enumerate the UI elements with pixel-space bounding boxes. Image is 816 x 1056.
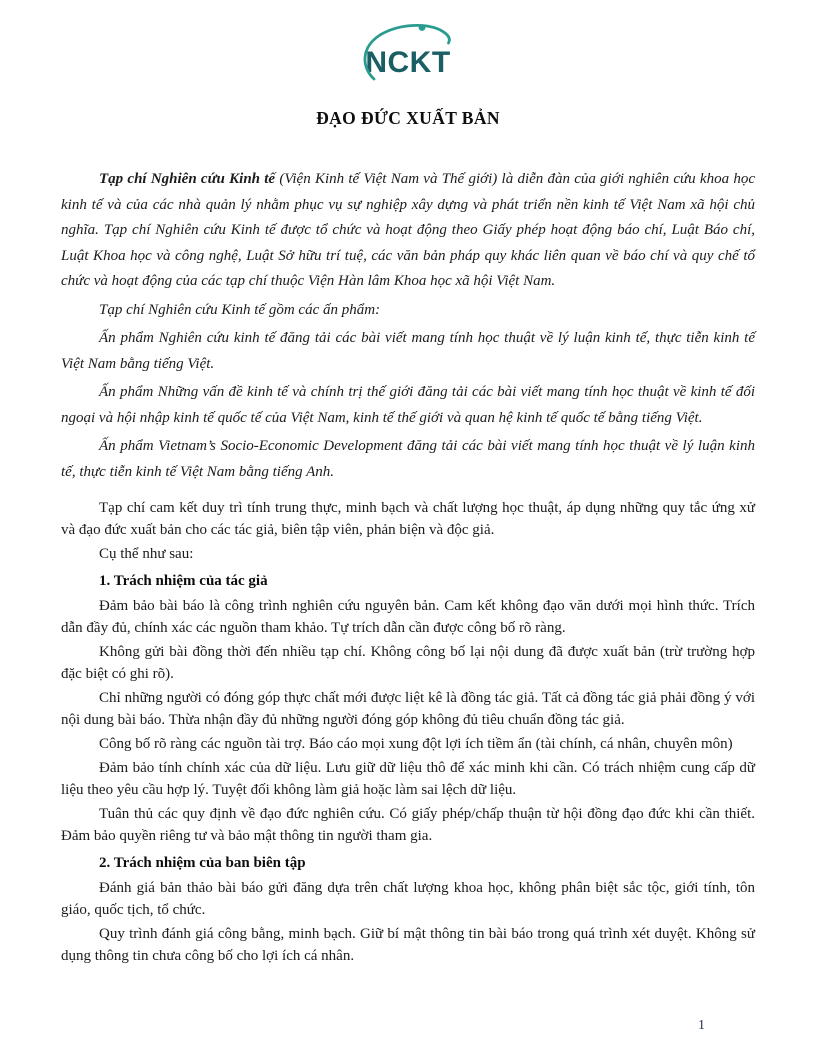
lead-in-paragraph: Cụ thể như sau: (99, 546, 194, 562)
page-title: ĐẠO ĐỨC XUẤT BẢN (316, 108, 500, 128)
journal-logo (61, 20, 755, 82)
page-number: 1 (698, 1018, 705, 1033)
intro-paragraph-about-text: (Viện Kinh tế Việt Nam và Thế giới) là diễn đàn của giới nghiên cứu khoa học kinh tế và của các nhà quản lý nhằm phục vụ sự nghiệp xây dựng và phát triển nền kinh tế Việt Nam xã hội chủ nghĩa. Tạp chí Nghiên cứu Kinh tế được tổ chức và hoạt động theo Giấy phép hoạt động báo chí, Luật Báo chí, Luật Khoa học và công nghệ, Luật Sở hữu trí tuệ, các văn bản pháp quy khác liên quan về báo chí và quy chế tổ chức và hoạt động của các tạp chí thuộc Viện Hàn lâm Khoa học xã hội Việt Nam. (61, 171, 755, 289)
editorial-paragraph-1: Đánh giá bản thảo bài báo gửi đăng dựa trên chất lượng khoa học, không phân biệt sắc tộc, giới tính, tôn giáo, quốc tịch, tổ chức. (61, 880, 755, 918)
authors-paragraph-2: Không gửi bài đồng thời đến nhiều tạp chí. Không công bố lại nội dung đã được xuất bản (trừ trường hợp đặc biệt có ghi rõ). (61, 644, 755, 682)
intro-paragraph-publication-1: Ấn phẩm Nghiên cứu kinh tế đăng tải các bài viết mang tính học thuật về lý luận kinh tế, thực tiễn kinh tế Việt Nam bằng tiếng Việt. (61, 330, 755, 372)
section-heading-editorial-board: 2. Trách nhiệm của ban biên tập (99, 855, 306, 871)
intro-paragraph-publications-lead: Tạp chí Nghiên cứu Kinh tế gồm các ấn phẩm: (99, 301, 381, 318)
journal-name: Tạp chí Nghiên cứu Kinh tế (99, 171, 276, 187)
intro-paragraph-about (61, 167, 755, 295)
authors-paragraph-4: Công bố rõ ràng các nguồn tài trợ. Báo cáo mọi xung đột lợi ích tiềm ẩn (tài chính, cá nhân, chuyên môn) (99, 736, 733, 752)
authors-paragraph-5: Đảm bảo tính chính xác của dữ liệu. Lưu giữ dữ liệu thô để xác minh khi cần. Có trách nhiệm cung cấp dữ liệu theo yêu cầu hợp lý. Tuyệt đối không làm giả hoặc làm sai lệch dữ liệu. (61, 760, 755, 798)
journal-intro-section (61, 167, 755, 485)
authors-paragraph-1: Đảm bảo bài báo là công trình nghiên cứu nguyên bản. Cam kết không đạo văn dưới mọi hình thức. Trích dẫn đầy đủ, chính xác các nguồn tham khảo. Tự trích dẫn cần được công bố rõ ràng. (61, 598, 755, 636)
commitment-paragraph: Tạp chí cam kết duy trì tính trung thực, minh bạch và chất lượng học thuật, áp dụng những quy tắc ứng xử và đạo đức xuất bản cho các tác giả, biên tập viên, phản biện và độc giả. (61, 500, 755, 538)
intro-paragraph-publication-2: Ấn phẩm Những vấn đề kinh tế và chính trị thế giới đăng tải các bài viết mang tính học thuật về kinh tế đối ngoại và hội nhập kinh tế quốc tế của Việt Nam, kinh tế thế giới và quan hệ kinh tế quốc tế bằng tiếng Việt. (61, 384, 755, 426)
authors-paragraph-3: Chỉ những người có đóng góp thực chất mới được liệt kê là đồng tác giả. Tất cả đồng tác giả phải đồng ý với nội dung bài báo. Thừa nhận đầy đủ những người đóng góp không đủ tiêu chuẩn đồng tác giả. (61, 690, 755, 728)
logo-text: NCKT (365, 46, 451, 79)
editorial-paragraph-2: Quy trình đánh giá công bằng, minh bạch. Giữ bí mật thông tin bài báo trong quá trình xét duyệt. Không sử dụng thông tin chưa công bố cho lợi ích cá nhân. (61, 926, 755, 964)
nckt-logo-icon (358, 20, 458, 82)
ethics-body-section (61, 497, 755, 967)
intro-paragraph-publication-3: Ấn phẩm Vietnam’s Socio-Economic Development đăng tải các bài viết mang tính học thuật về lý luận kinh tế, thực tiễn kinh tế Việt Nam bằng tiếng Anh. (61, 438, 755, 480)
logo-orbit-dot (419, 24, 426, 31)
section-heading-authors: 1. Trách nhiệm của tác giả (99, 573, 268, 589)
authors-paragraph-6: Tuân thủ các quy định về đạo đức nghiên cứu. Có giấy phép/chấp thuận từ hội đồng đạo đức khi cần thiết. Đảm bảo quyền riêng tư và bảo mật thông tin người tham gia. (61, 806, 755, 844)
